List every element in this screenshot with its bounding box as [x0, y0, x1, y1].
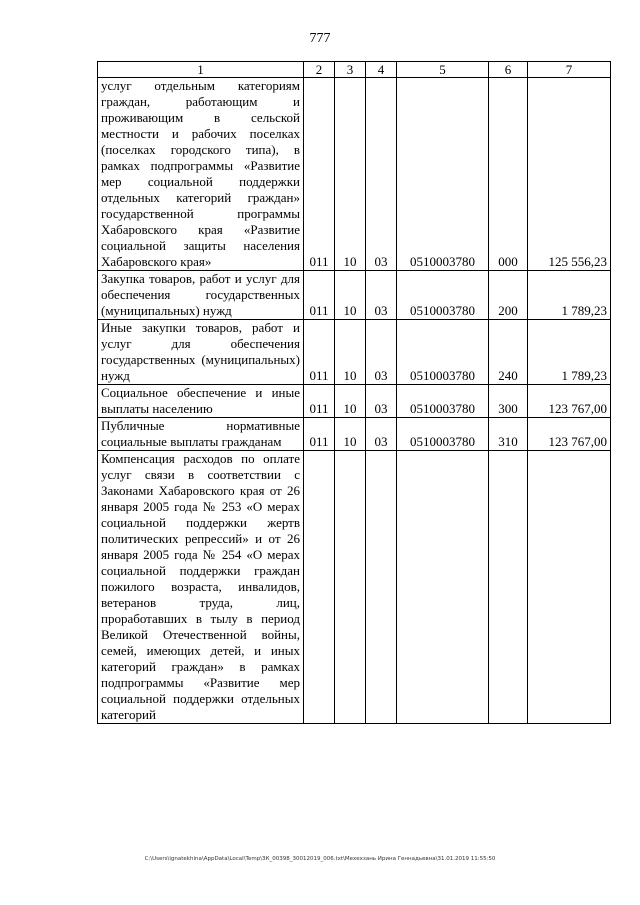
- column-header: 1: [98, 62, 304, 78]
- file-path-footer: C:\Users\ignatekhina\AppData\Local\Temp\ЗК_00398_30012019_006.txt\Мехехзань Ирина Геннадьевна\31.01.2019 11:55:50: [144, 856, 496, 862]
- cell-admin-code: 011: [304, 271, 335, 320]
- row-name: Иные закупки товаров, работ и услуг для обеспечения государственных (муниципальных) нужд: [98, 320, 304, 385]
- cell-amount: 123 767,00: [528, 418, 611, 451]
- cell-target-article: 0510003780: [397, 271, 489, 320]
- table-row: [98, 78, 611, 271]
- table-row: [98, 385, 611, 418]
- cell-amount: 125 556,23: [528, 78, 611, 271]
- table-row: [98, 418, 611, 451]
- cell-subsection: 03: [366, 385, 397, 418]
- cell-subsection: 03: [366, 271, 397, 320]
- cell-subsection: 03: [366, 418, 397, 451]
- cell-admin-code: 011: [304, 418, 335, 451]
- cell-admin-code: 011: [304, 78, 335, 271]
- cell-expense-type: 300: [489, 385, 528, 418]
- budget-table: [97, 61, 611, 724]
- cell-admin-code: 011: [304, 385, 335, 418]
- cell-section: 10: [335, 385, 366, 418]
- header-row: [98, 62, 611, 78]
- column-header: 4: [366, 62, 397, 78]
- cell-amount: 123 767,00: [528, 385, 611, 418]
- cell-target-article: [397, 451, 489, 724]
- cell-admin-code: [304, 451, 335, 724]
- cell-expense-type: 310: [489, 418, 528, 451]
- cell-subsection: 03: [366, 78, 397, 271]
- cell-section: [335, 451, 366, 724]
- cell-target-article: 0510003780: [397, 320, 489, 385]
- cell-expense-type: [489, 451, 528, 724]
- row-name: услуг отдельным категориям граждан, работающим и проживающим в сельской местности и рабочих поселках (поселках городского типа), в рамках подпрограммы «Развитие мер социальной поддержки отдельных категорий граждан» государственной программы Хабаровского края «Развитие социальной защиты населения Хабаровского края»: [98, 78, 304, 271]
- cell-amount: 1 789,23: [528, 320, 611, 385]
- cell-admin-code: 011: [304, 320, 335, 385]
- cell-section: 10: [335, 418, 366, 451]
- table-row: [98, 320, 611, 385]
- row-name: Публичные нормативные социальные выплаты гражданам: [98, 418, 304, 451]
- cell-expense-type: 000: [489, 78, 528, 271]
- cell-amount: [528, 451, 611, 724]
- column-header: 7: [528, 62, 611, 78]
- cell-subsection: 03: [366, 320, 397, 385]
- cell-expense-type: 240: [489, 320, 528, 385]
- cell-amount: 1 789,23: [528, 271, 611, 320]
- column-header: 3: [335, 62, 366, 78]
- column-header: 6: [489, 62, 528, 78]
- column-header: 2: [304, 62, 335, 78]
- cell-section: 10: [335, 320, 366, 385]
- cell-section: 10: [335, 271, 366, 320]
- row-name: Компенсация расходов по оплате услуг связи в соответствии с Законами Хабаровского края от 26 января 2005 года № 253 «О мерах социальной поддержки жертв политических репрессий» и от 26 января 2005 года № 254 «О мерах социальной поддержки граждан пожилого возраста, инвалидов, ветеранов труда, лиц, проработавших в тылу в период Великой Отечественной войны, семей, имеющих детей, и иных категорий граждан» в рамках подпрограммы «Развитие мер социальной поддержки отдельных категорий: [98, 451, 304, 724]
- row-name: Закупка товаров, работ и услуг для обеспечения государственных (муниципальных) нужд: [98, 271, 304, 320]
- cell-target-article: 0510003780: [397, 385, 489, 418]
- table-row: [98, 451, 611, 724]
- table-row: [98, 271, 611, 320]
- page-number: 777: [309, 31, 331, 46]
- cell-expense-type: 200: [489, 271, 528, 320]
- cell-target-article: 0510003780: [397, 418, 489, 451]
- column-header: 5: [397, 62, 489, 78]
- row-name: Социальное обеспечение и иные выплаты населению: [98, 385, 304, 418]
- cell-section: 10: [335, 78, 366, 271]
- cell-target-article: 0510003780: [397, 78, 489, 271]
- cell-subsection: [366, 451, 397, 724]
